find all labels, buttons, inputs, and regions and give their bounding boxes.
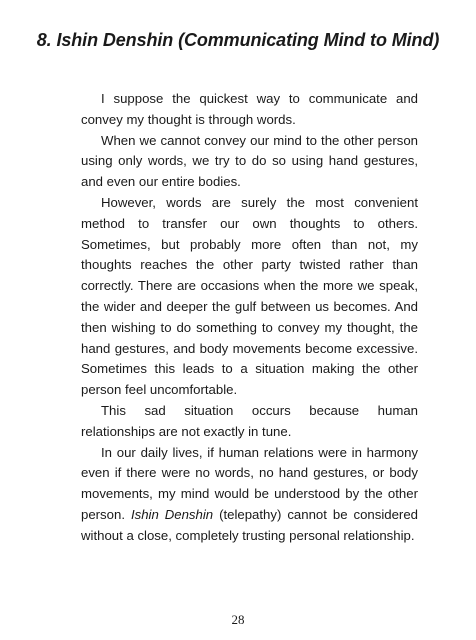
paragraph-2: When we cannot convey our mind to the other person using only words, we try to do so using hand gestures, and even our entire bodies. bbox=[81, 132, 418, 190]
paragraph-4: This sad situation occurs because human relationships are not exactly in tune. bbox=[81, 402, 418, 439]
paragraph-5 bbox=[81, 443, 418, 547]
emphasized-term: Ishin Denshin bbox=[130, 506, 214, 522]
page-number: 28 bbox=[231, 612, 245, 627]
paragraph-5-text-before: In our daily lives, if human relations were in harmony even if there were no words, no hand gestures, or body movements, my mind would be understood by the other person. bbox=[81, 444, 418, 522]
paragraph-5-text-after: (telepathy) cannot be considered without a close, completely trusting personal relationship. bbox=[81, 506, 418, 543]
body-text bbox=[81, 89, 418, 547]
paragraph-3: However, words are surely the most convenient method to transfer our own thoughts to others. Sometimes, but probably more often than not, my thoughts reaches the other party twisted rather than correctly. There are occasions when the more we speak, the wider and deeper the gulf between us becomes. And then wishing to do something to convey my thought, the hand gestures, and body movements become excessive. Sometimes this leads to a situation making the other person feel uncomfortable. bbox=[81, 194, 418, 398]
paragraph-1: I suppose the quickest way to communicate and convey my thought is through words. bbox=[81, 91, 418, 127]
chapter-title: 8. Ishin Denshin (Communicating Mind to Mind) bbox=[36, 30, 440, 50]
